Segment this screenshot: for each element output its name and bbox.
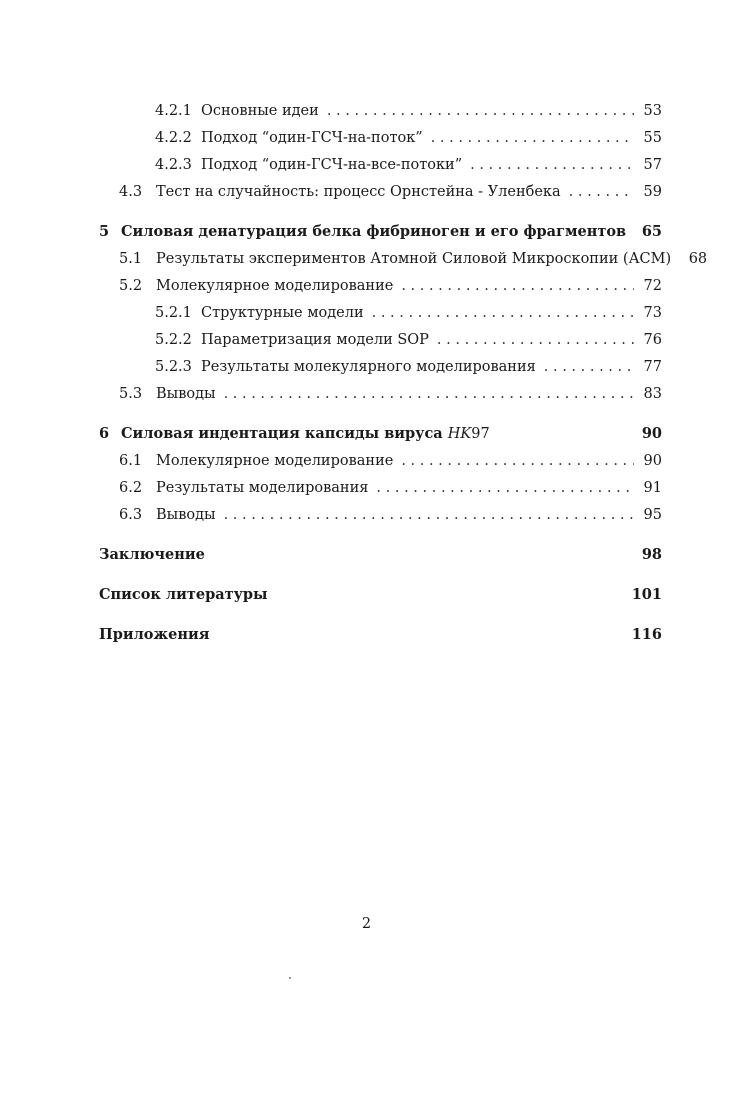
toc-entry-page: 76: [643, 332, 662, 348]
toc-chapter-number: 6: [99, 425, 110, 442]
page-number: 2: [361, 916, 372, 932]
toc-conclusion: [99, 544, 662, 566]
toc-entry-page: 57: [643, 157, 662, 173]
toc-leader-dots: [470, 154, 634, 176]
toc-references: [99, 584, 662, 606]
toc-entry-5-3: [119, 383, 662, 405]
toc-chapter-page: 98: [641, 546, 662, 563]
toc-leader-dots: [327, 100, 634, 122]
toc-chapter-title-italic: HK: [447, 426, 472, 442]
toc-leader-dots: [401, 450, 634, 472]
toc-entry-number: 5.3: [119, 386, 143, 402]
toc-entry-number: 6.3: [119, 507, 143, 523]
toc-leader-dots: [372, 302, 634, 324]
toc-entry-page: 83: [643, 386, 662, 402]
toc-chapter-page: 65: [641, 223, 662, 240]
toc-entry-title: Тест на случайность: процесс Орнстейна - Уленбека: [156, 184, 561, 200]
toc-entry-page: 55: [643, 130, 662, 146]
toc-appendix: [99, 624, 662, 646]
toc-entry-number: 5.2: [119, 278, 143, 294]
toc-entry-title: Параметризация модели SOP: [201, 332, 429, 348]
toc-entry-4-2-2: [155, 127, 662, 149]
toc-entry-title: Молекулярное моделирование: [156, 453, 394, 469]
toc-chapter-5: [99, 221, 662, 243]
toc-entry-page: 77: [643, 359, 662, 375]
toc-entry-page: 68: [688, 251, 708, 267]
toc-leader-dots: [224, 383, 634, 405]
toc-leader-dots: [376, 477, 634, 499]
toc-entry-title: Результаты экспериментов Атомной Силовой Микроскопии (АСМ): [156, 251, 672, 267]
toc-entry-title: Подход “один-ГСЧ-на-все-потоки”: [201, 157, 463, 173]
toc-entry-number: 5.2.2: [155, 332, 192, 348]
toc-chapter-page: 116: [631, 626, 662, 643]
toc-entry-6-1: [119, 450, 662, 472]
toc-chapter-number: 5: [99, 223, 110, 240]
toc-leader-dots: [437, 329, 634, 351]
toc-entry-number: 4.2.3: [155, 157, 192, 173]
toc-entry-page: 95: [643, 507, 662, 523]
toc-leader-dots: [569, 181, 634, 203]
toc-chapter-title: Список литературы: [99, 586, 268, 603]
toc-entry-title: Выводы: [156, 507, 216, 523]
toc-entry-page: 59: [643, 184, 662, 200]
toc-entry-number: 4.3: [119, 184, 143, 200]
toc-entry-title: Выводы: [156, 386, 216, 402]
toc-leader-dots: [544, 356, 634, 378]
toc-entry-title: Основные идеи: [201, 103, 319, 119]
toc-entry-title: Результаты молекулярного моделирования: [201, 359, 536, 375]
toc-entry-number: 6.2: [119, 480, 143, 496]
toc-entry-4-2-1: [155, 100, 662, 122]
scan-speck: [289, 977, 291, 979]
toc-entry-title: Структурные модели: [201, 305, 364, 321]
toc-entry-5-2: [119, 275, 662, 297]
toc-leader-dots: [224, 504, 634, 526]
toc-entry-number: 6.1: [119, 453, 143, 469]
toc-entry-title: Результаты моделирования: [156, 480, 369, 496]
toc-chapter-6: [99, 423, 662, 445]
toc-chapter-title: [121, 423, 490, 445]
toc-entry-page: 73: [643, 305, 662, 321]
toc-entry-5-2-2: [155, 329, 662, 351]
toc-chapter-page: 101: [631, 586, 662, 603]
toc-chapter-page: 90: [641, 425, 662, 442]
toc-entry-5-2-1: [155, 302, 662, 324]
toc-entry-title: Подход “один-ГСЧ-на-поток”: [201, 130, 423, 146]
toc-chapter-title-suffix: 97: [471, 426, 490, 442]
toc-entry-4-3: [119, 181, 662, 203]
toc-entry-page: 91: [643, 480, 662, 496]
toc-entry-number: 5.1: [119, 251, 143, 267]
toc-entry-number: 4.2.1: [155, 103, 192, 119]
toc-entry-number: 5.2.1: [155, 305, 192, 321]
toc-leader-dots: [431, 127, 634, 149]
toc-entry-page: 90: [643, 453, 662, 469]
toc-entry-number: 4.2.2: [155, 130, 192, 146]
toc-chapter-title: Заключение: [99, 546, 205, 563]
toc-entry-page: 53: [643, 103, 662, 119]
toc-entry-6-3: [119, 504, 662, 526]
toc-entry-6-2: [119, 477, 662, 499]
toc-entry-title: Молекулярное моделирование: [156, 278, 394, 294]
toc-entry-5-1: [119, 248, 708, 270]
toc-entry-number: 5.2.3: [155, 359, 192, 375]
toc-entry-4-2-3: [155, 154, 662, 176]
toc-leader-dots: [401, 275, 634, 297]
toc-entry-5-2-3: [155, 356, 662, 378]
toc-chapter-title: Силовая денатурация белка фибриноген и его фрагментов: [121, 223, 627, 240]
toc-entry-page: 72: [643, 278, 662, 294]
toc-chapter-title-text: Силовая индентация капсиды вируса: [121, 425, 448, 442]
toc-chapter-title: Приложения: [99, 626, 210, 643]
